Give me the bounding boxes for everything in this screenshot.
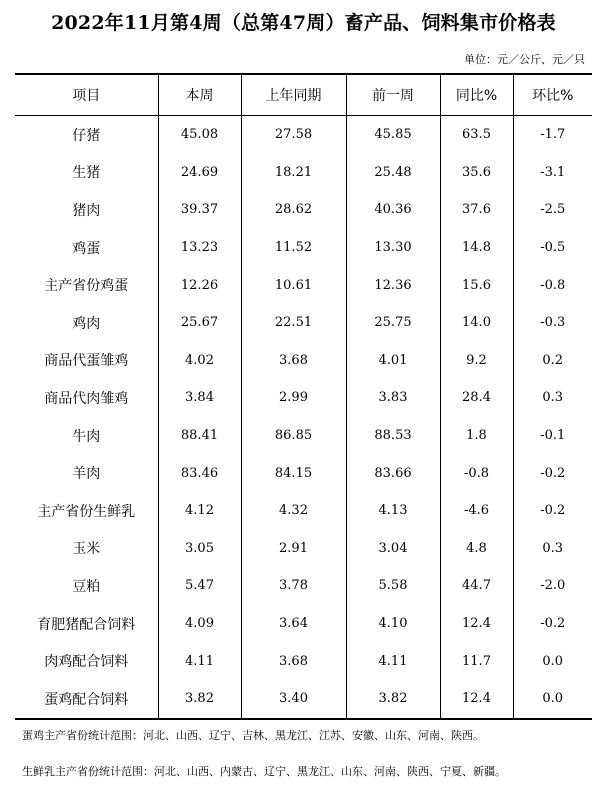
cell-prev-week: 45.85 [346, 116, 440, 154]
cell-item-name: 育肥猪配合饲料 [37, 616, 136, 633]
cell-item-name: 鸡肉 [72, 315, 101, 332]
cell-prev-week: 3.83 [346, 379, 440, 417]
cell-mom-pct: -0.5 [513, 229, 592, 267]
cell-this-week: 3.84 [158, 379, 241, 417]
header-mom: 环比% [513, 74, 592, 116]
cell-this-week: 4.12 [158, 492, 241, 530]
cell-prev-week: 3.04 [346, 530, 440, 568]
table-row [15, 116, 592, 154]
cell-yoy-pct: 14.0 [440, 304, 513, 342]
cell-yoy-pct: 4.8 [440, 530, 513, 568]
cell-mom-pct: 0.0 [513, 642, 592, 680]
cell-item-name: 鸡蛋 [72, 240, 101, 257]
footnote-milk-provinces: 生鲜乳主产省份统计范围：河北、山西、内蒙古、辽宁、黑龙江、山东、河南、陕西、宁夏、新疆。 [22, 765, 506, 778]
table-title: 2022年11月第4周（总第47周）畜产品、饲料集市价格表 [51, 12, 556, 34]
cell-yoy-pct: 44.7 [440, 567, 513, 605]
header-item: 项目 [15, 74, 158, 116]
cell-this-week: 4.11 [158, 642, 241, 680]
cell-yoy-pct: 15.6 [440, 266, 513, 304]
cell-yoy-pct: -0.8 [440, 454, 513, 492]
cell-item-name: 主产省份生鲜乳 [37, 503, 136, 520]
cell-yoy-pct: 28.4 [440, 379, 513, 417]
cell-yoy-pct: 11.7 [440, 642, 513, 680]
table-row [15, 229, 592, 267]
table-row [15, 680, 592, 719]
table-row [15, 417, 592, 455]
table-row [15, 642, 592, 680]
cell-last-year: 2.91 [241, 530, 346, 568]
cell-prev-week: 25.48 [346, 154, 440, 192]
cell-prev-week: 25.75 [346, 304, 440, 342]
cell-last-year: 28.62 [241, 191, 346, 229]
cell-prev-week: 4.01 [346, 342, 440, 380]
footnotes [22, 727, 506, 781]
cell-yoy-pct: 9.2 [440, 342, 513, 380]
cell-yoy-pct: 12.4 [440, 680, 513, 719]
table-row [15, 342, 592, 380]
cell-last-year: 86.85 [241, 417, 346, 455]
footnote-egg-provinces: 蛋鸡主产省份统计范围：河北、山西、辽宁、吉林、黑龙江、江苏、安徽、山东、河南、陕西。 [22, 729, 484, 742]
cell-mom-pct: 0.0 [513, 680, 592, 719]
cell-mom-pct: 0.3 [513, 530, 592, 568]
cell-item-name: 生猪 [72, 165, 101, 182]
header-this-week: 本周 [158, 74, 241, 116]
table-row [15, 605, 592, 643]
cell-mom-pct: -0.8 [513, 266, 592, 304]
cell-last-year: 10.61 [241, 266, 346, 304]
cell-prev-week: 4.10 [346, 605, 440, 643]
cell-item-name: 仔猪 [72, 127, 101, 144]
cell-item-name: 羊肉 [72, 466, 101, 483]
cell-mom-pct: -0.2 [513, 492, 592, 530]
cell-last-year: 3.64 [241, 605, 346, 643]
cell-mom-pct: -3.1 [513, 154, 592, 192]
cell-prev-week: 3.82 [346, 680, 440, 719]
header-prev-week: 前一周 [346, 74, 440, 116]
cell-item-name: 蛋鸡配合饲料 [15, 680, 158, 719]
cell-yoy-pct: 1.8 [440, 417, 513, 455]
cell-this-week: 25.67 [158, 304, 241, 342]
cell-last-year: 3.68 [241, 342, 346, 380]
cell-yoy-pct: 35.6 [440, 154, 513, 192]
cell-this-week: 83.46 [158, 454, 241, 492]
cell-this-week: 88.41 [158, 417, 241, 455]
cell-last-year: 4.32 [241, 492, 346, 530]
cell-last-year: 3.40 [241, 680, 346, 719]
cell-last-year: 18.21 [241, 154, 346, 192]
cell-item-name: 主产省份鸡蛋 [44, 278, 129, 295]
cell-mom-pct: 0.2 [513, 342, 592, 380]
table-body [15, 116, 592, 719]
cell-mom-pct: -0.2 [513, 454, 592, 492]
cell-this-week: 3.82 [158, 680, 241, 719]
cell-last-year: 3.68 [241, 642, 346, 680]
cell-item-name: 商品代肉雏鸡 [44, 390, 129, 407]
price-table-container [15, 73, 592, 720]
cell-item-name: 玉米 [72, 541, 101, 558]
cell-mom-pct: -2.0 [513, 567, 592, 605]
cell-yoy-pct: 14.8 [440, 229, 513, 267]
cell-prev-week: 4.11 [346, 642, 440, 680]
table-row [15, 379, 592, 417]
cell-item-name: 豆粕 [72, 578, 101, 595]
cell-last-year: 27.58 [241, 116, 346, 154]
cell-this-week: 24.69 [158, 154, 241, 192]
cell-prev-week: 88.53 [346, 417, 440, 455]
cell-mom-pct: -0.3 [513, 304, 592, 342]
unit-label: 单位：元／公斤、元／只 [464, 53, 585, 66]
table-row [15, 454, 592, 492]
cell-yoy-pct: -4.6 [440, 492, 513, 530]
cell-last-year: 3.78 [241, 567, 346, 605]
cell-mom-pct: -1.7 [513, 116, 592, 154]
cell-prev-week: 4.13 [346, 492, 440, 530]
cell-last-year: 84.15 [241, 454, 346, 492]
table-row [15, 191, 592, 229]
price-table [15, 73, 592, 720]
cell-item-name: 肉鸡配合饲料 [44, 654, 129, 671]
cell-last-year: 2.99 [241, 379, 346, 417]
cell-this-week: 12.26 [158, 266, 241, 304]
table-row [15, 530, 592, 568]
cell-item-name: 商品代蛋雏鸡 [44, 353, 129, 370]
cell-this-week: 39.37 [158, 191, 241, 229]
table-row [15, 266, 592, 304]
cell-prev-week: 40.36 [346, 191, 440, 229]
header-yoy: 同比% [440, 74, 513, 116]
cell-last-year: 22.51 [241, 304, 346, 342]
cell-this-week: 13.23 [158, 229, 241, 267]
cell-this-week: 4.09 [158, 605, 241, 643]
cell-mom-pct: -0.1 [513, 417, 592, 455]
cell-this-week: 3.05 [158, 530, 241, 568]
cell-yoy-pct: 37.6 [440, 191, 513, 229]
header-last-year: 上年同期 [241, 74, 346, 116]
cell-yoy-pct: 12.4 [440, 605, 513, 643]
cell-last-year: 11.52 [241, 229, 346, 267]
table-row [15, 492, 592, 530]
cell-prev-week: 13.30 [346, 229, 440, 267]
table-row [15, 567, 592, 605]
cell-yoy-pct: 63.5 [440, 116, 513, 154]
cell-item-name: 猪肉 [72, 202, 101, 219]
header-row [15, 74, 592, 116]
cell-prev-week: 5.58 [346, 567, 440, 605]
cell-this-week: 4.02 [158, 342, 241, 380]
table-row [15, 304, 592, 342]
cell-mom-pct: -2.5 [513, 191, 592, 229]
cell-this-week: 5.47 [158, 567, 241, 605]
cell-mom-pct: -0.2 [513, 605, 592, 643]
cell-item-name: 牛肉 [72, 428, 101, 445]
cell-prev-week: 83.66 [346, 454, 440, 492]
cell-prev-week: 12.36 [346, 266, 440, 304]
table-row [15, 154, 592, 192]
cell-this-week: 45.08 [158, 116, 241, 154]
cell-mom-pct: 0.3 [513, 379, 592, 417]
